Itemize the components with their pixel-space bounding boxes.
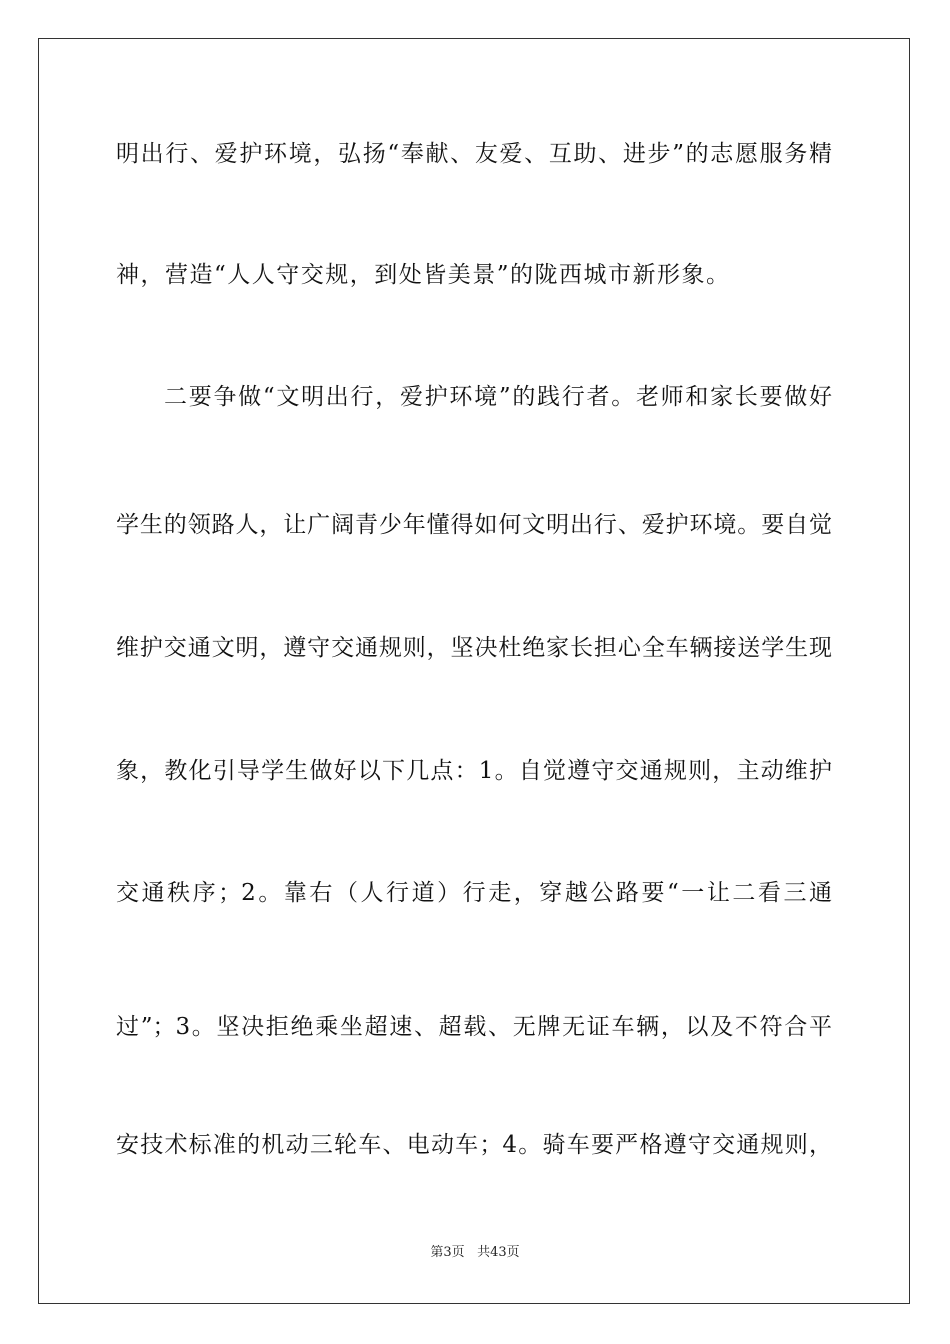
text-line-7: 交通秩序；2。靠右（人行道）行走，穿越公路要“一让二看三通	[116, 880, 832, 906]
text-line-9: 安技术标准的机动三轮车、电动车；4。骑车要严格遵守交通规则，	[116, 1132, 832, 1158]
page-number: 第3页	[430, 1245, 465, 1260]
text-line-1: 明出行、爱护环境，弘扬“奉献、友爱、互助、进步”的志愿服务精	[116, 141, 832, 167]
page-total: 共43页	[477, 1245, 520, 1260]
text-line-6: 象，教化引导学生做好以下几点：1。自觉遵守交通规则，主动维护	[116, 758, 832, 784]
page-footer	[0, 1245, 950, 1261]
text-line-4: 学生的领路人，让广阔青少年懂得如何文明出行、爱护环境。要自觉	[116, 512, 832, 538]
text-line-8: 过”；3。坚决拒绝乘坐超速、超载、无牌无证车辆，以及不符合平	[116, 1014, 832, 1040]
page-border	[38, 38, 910, 1304]
text-line-5: 维护交通文明，遵守交通规则，坚决杜绝家长担心全车辆接送学生现	[116, 635, 832, 661]
text-line-3: 二要争做“文明出行，爱护环境”的践行者。老师和家长要做好	[164, 384, 832, 410]
text-line-2: 神，营造“人人守交规，到处皆美景”的陇西城市新形象。	[116, 262, 731, 288]
